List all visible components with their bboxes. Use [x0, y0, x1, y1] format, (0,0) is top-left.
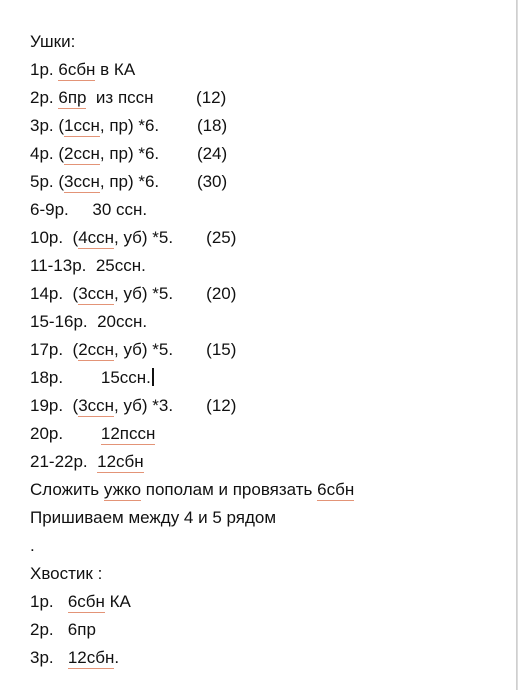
underlined-term: 3ссн: [78, 284, 115, 303]
line-tail-row-2[interactable]: [30, 617, 96, 643]
text-segment: 3р. (: [30, 116, 65, 135]
line-tail-title[interactable]: [30, 561, 102, 587]
text-segment: 14р. (: [30, 284, 79, 303]
line-ears-row-3[interactable]: [30, 113, 227, 139]
text-cursor: [152, 368, 154, 386]
text-segment: КА: [104, 592, 131, 611]
line-ears-row-19[interactable]: [30, 393, 236, 419]
text-segment: 18р. 15ссн.: [30, 368, 151, 387]
underlined-term: 6сбн: [58, 60, 96, 79]
text-segment: 1р.: [30, 60, 59, 79]
underlined-term: 6сбн: [67, 592, 105, 611]
underlined-term: 4ссн: [78, 228, 115, 247]
underlined-term: 3ссн: [78, 396, 115, 415]
text-segment: 11-13р. 25ссн.: [30, 256, 146, 275]
line-ears-row-21-22[interactable]: [30, 449, 144, 475]
line-tail-row-1[interactable]: [30, 589, 131, 615]
text-segment: из пссн (12): [86, 88, 227, 107]
text-segment: .: [30, 536, 35, 555]
underlined-term: 6сбн: [317, 480, 355, 499]
text-segment: 19р. (: [30, 396, 79, 415]
text-segment: Хвостик :: [30, 564, 103, 583]
text-segment: .: [114, 648, 120, 667]
text-segment: в КА: [95, 60, 136, 79]
text-segment: пополам и провязать: [141, 480, 318, 499]
line-ears-row-1[interactable]: [30, 57, 135, 83]
underlined-term: 2ссн: [78, 340, 115, 359]
line-ears-row-18[interactable]: [30, 365, 154, 391]
underlined-term: 12пссн: [100, 424, 156, 443]
line-ears-row-20[interactable]: [30, 421, 155, 447]
text-segment: , пр) *6. (30): [99, 172, 228, 191]
line-ears-row-4[interactable]: [30, 141, 227, 167]
line-ears-fold[interactable]: [30, 477, 354, 503]
line-separator-dot[interactable]: [30, 533, 35, 559]
text-segment: Сложить: [30, 480, 104, 499]
line-tail-row-3[interactable]: [30, 645, 119, 671]
line-ears-row-2[interactable]: [30, 85, 226, 111]
text-segment: 21-22р.: [30, 452, 98, 471]
text-segment: , уб) *5. (15): [114, 340, 237, 359]
underlined-term: ужко: [103, 480, 142, 499]
text-segment: 1р.: [30, 592, 68, 611]
line-ears-row-6-9[interactable]: [30, 197, 147, 223]
text-segment: 20р.: [30, 424, 101, 443]
line-ears-row-17[interactable]: [30, 337, 236, 363]
underlined-term: 3ссн: [64, 172, 100, 191]
text-segment: 4р. (: [30, 144, 65, 163]
line-ears-row-14[interactable]: [30, 281, 236, 307]
text-segment: 5р. (: [30, 172, 65, 191]
text-segment: 6-9р. 30 ссн.: [30, 200, 148, 219]
text-segment: 2р.: [30, 88, 59, 107]
text-segment: , пр) *6. (18): [99, 116, 228, 135]
line-ears-title[interactable]: [30, 29, 75, 55]
underlined-term: 2ссн: [64, 144, 100, 163]
line-ears-row-15-16[interactable]: [30, 309, 147, 335]
line-ears-row-11-13[interactable]: [30, 253, 146, 279]
underlined-term: 6пр: [58, 88, 87, 107]
text-segment: Ушки:: [30, 32, 76, 51]
underlined-term: 1ссн: [64, 116, 100, 135]
page-edge-divider: [516, 0, 517, 690]
underlined-term: 12сбн: [97, 452, 144, 471]
text-segment: 2р. 6пр: [30, 620, 96, 639]
text-segment: , уб) *3. (12): [114, 396, 237, 415]
line-ears-sew[interactable]: [30, 505, 276, 531]
line-ears-row-5[interactable]: [30, 169, 227, 195]
underlined-term: 12сбн: [67, 648, 115, 667]
text-segment: , уб) *5. (25): [114, 228, 237, 247]
text-segment: , пр) *6. (24): [99, 144, 228, 163]
text-segment: Пришиваем между 4 и 5 рядом: [30, 508, 277, 527]
text-segment: 15-16р. 20ссн.: [30, 312, 148, 331]
text-segment: 3р.: [30, 648, 68, 667]
text-segment: , уб) *5. (20): [114, 284, 237, 303]
text-segment: 10р. (: [30, 228, 79, 247]
line-ears-row-10[interactable]: [30, 225, 236, 251]
text-segment: 17р. (: [30, 340, 79, 359]
